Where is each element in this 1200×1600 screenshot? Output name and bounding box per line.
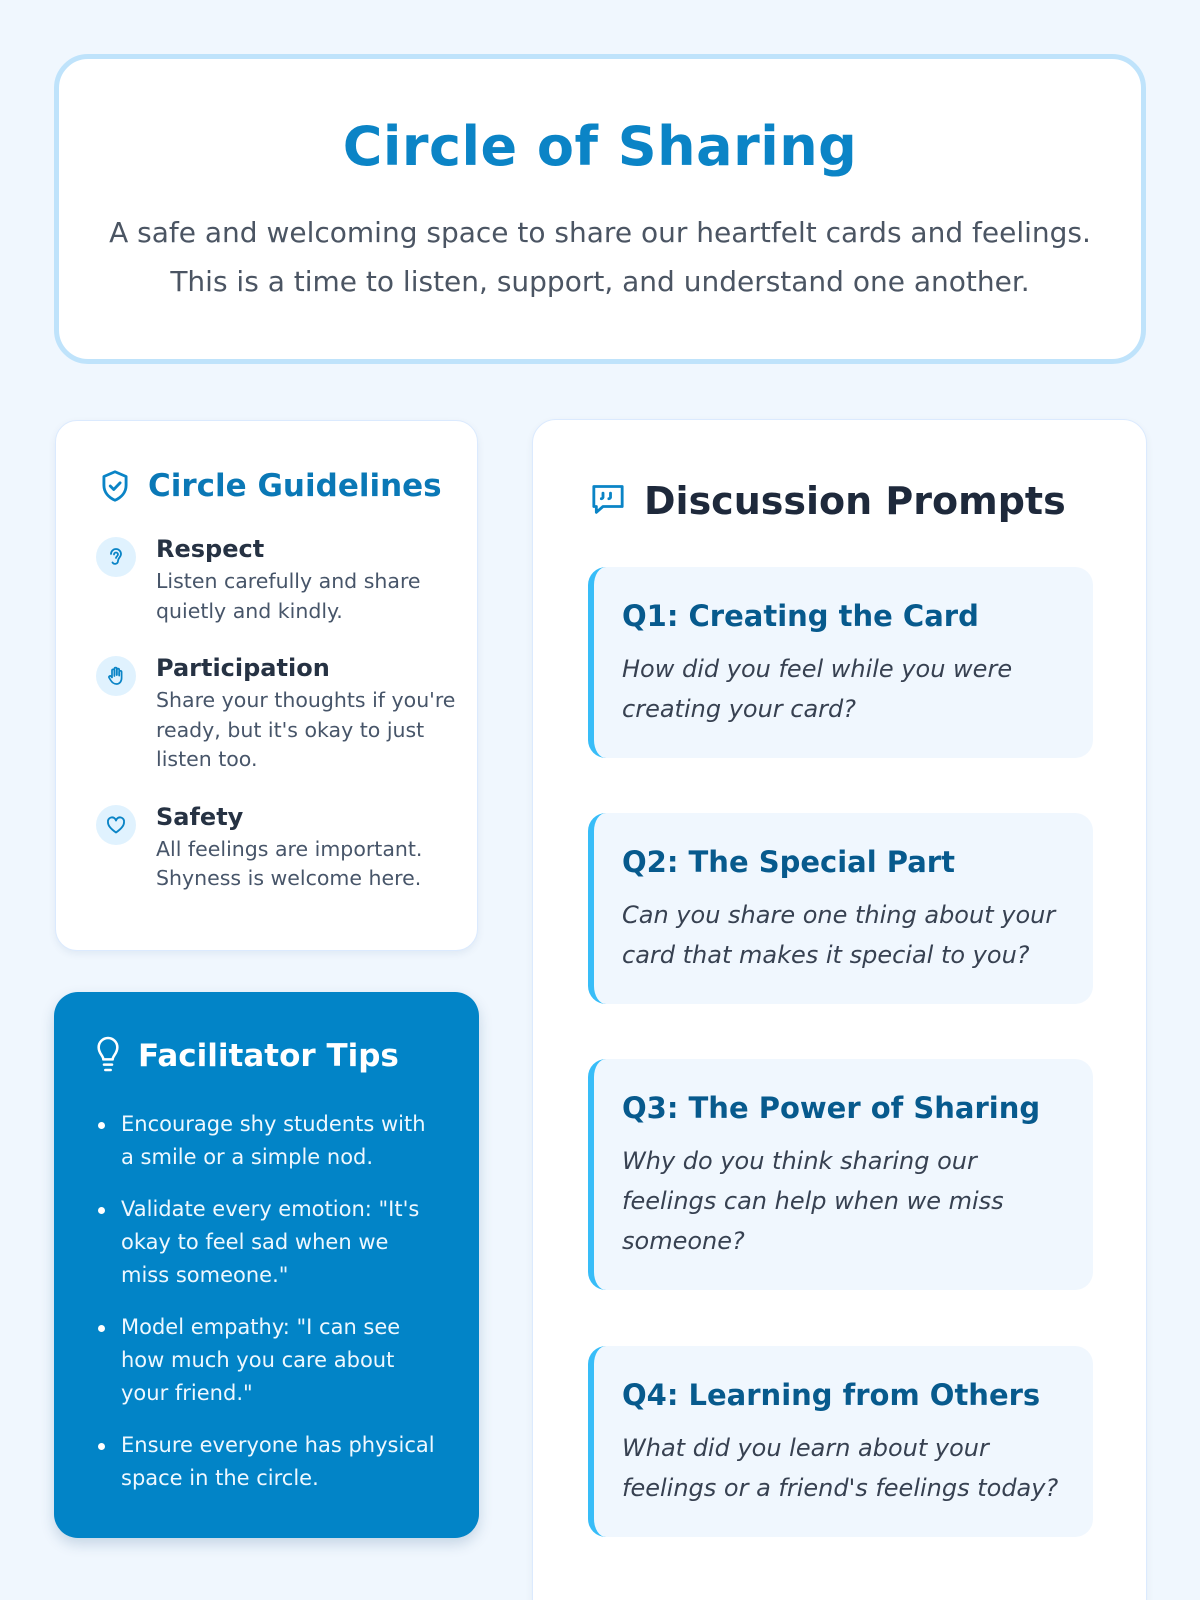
tip-item: Model empathy: "I can see how much you care about your friend." — [92, 1311, 443, 1410]
tip-item: Encourage shy students with a smile or a simple nod. — [92, 1108, 443, 1174]
guidelines-card — [55, 420, 478, 951]
tip-item: Ensure everyone has physical space in the circle. — [92, 1429, 443, 1495]
tips-title: Facilitator Tips — [138, 1038, 399, 1074]
prompts-heading — [588, 478, 1146, 524]
guideline-desc: Listen carefully and share quietly and kindly. — [156, 569, 421, 623]
prompt-title: Q2: The Special Part — [622, 845, 955, 879]
guidelines-list — [96, 533, 477, 894]
ear-icon — [96, 537, 136, 577]
guideline-desc: All feelings are important. Shyness is welcome here. — [156, 836, 423, 890]
shield-check-icon — [96, 467, 134, 505]
prompt-question: What did you learn about your feelings or a friend's feelings today? — [622, 1434, 1059, 1502]
hand-icon — [96, 656, 136, 696]
lightbulb-icon — [92, 1034, 124, 1078]
page-subtitle — [59, 208, 1141, 306]
prompts-title: Discussion Prompts — [644, 479, 1066, 523]
guidelines-title: Circle Guidelines — [148, 468, 442, 504]
guidelines-heading — [96, 465, 477, 507]
prompt-title: Q4: Learning from Others — [622, 1378, 1041, 1412]
guideline-item-respect — [96, 533, 477, 626]
quote-bubble-icon — [588, 479, 628, 523]
prompt-question: How did you feel while you were creating your card? — [622, 655, 1013, 723]
subtitle-line-2: This is a time to listen, support, and understand one another. — [170, 265, 1030, 298]
prompt-card-q1 — [588, 567, 1093, 758]
tip-item: Validate every emotion: "It's okay to feel sad when we miss someone." — [92, 1193, 443, 1292]
prompt-card-q3 — [588, 1059, 1093, 1290]
prompt-title: Q3: The Power of Sharing — [622, 1091, 1041, 1125]
discussion-prompts-card — [532, 419, 1147, 1600]
guideline-desc: Share your thoughts if you're ready, but it's okay to just listen too. — [156, 688, 456, 771]
tips-list — [92, 1108, 443, 1495]
guideline-title: Safety — [156, 802, 244, 831]
prompt-title: Q1: Creating the Card — [622, 599, 979, 633]
prompt-card-q4 — [588, 1346, 1093, 1537]
guideline-title: Participation — [156, 654, 330, 682]
header-card — [54, 54, 1146, 364]
page-title: Circle of Sharing — [342, 115, 858, 178]
prompt-card-q2 — [588, 813, 1093, 1004]
tips-heading — [92, 1034, 443, 1078]
guideline-title: Respect — [156, 535, 265, 563]
prompt-question: Why do you think sharing our feelings can help when we miss someone? — [622, 1147, 1004, 1255]
subtitle-line-1: A safe and welcoming space to share our heartfelt cards and feelings. — [109, 216, 1091, 249]
heart-icon — [96, 805, 136, 845]
guideline-item-participation — [96, 652, 477, 775]
guideline-item-safety — [96, 801, 477, 894]
prompt-question: Can you share one thing about your card that makes it special to you? — [622, 901, 1056, 969]
facilitator-tips-card — [54, 992, 479, 1538]
